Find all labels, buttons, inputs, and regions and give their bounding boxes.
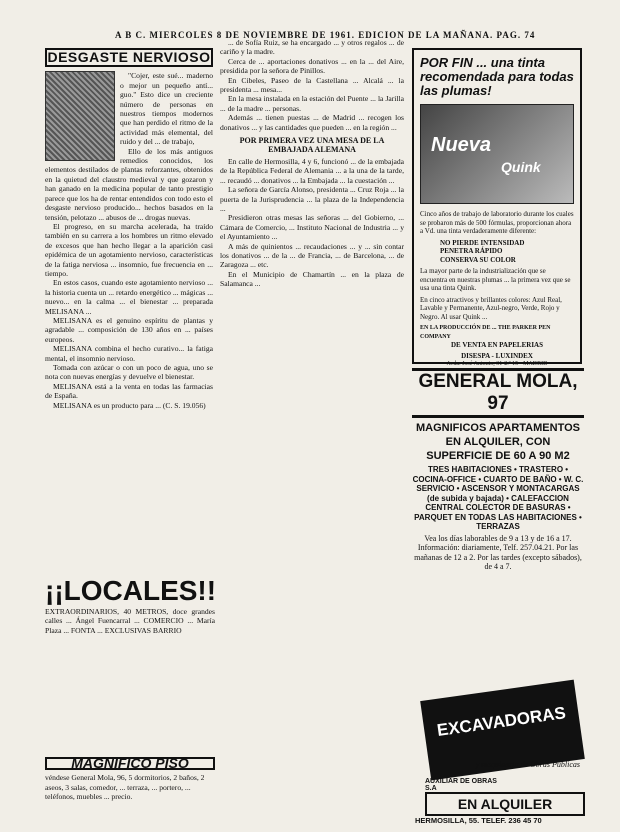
mola-title: GENERAL MOLA, 97 — [412, 368, 584, 418]
center-paragraph: Además ... tienen puestas ... de Madrid ... recogen los donativos ... y las cantidades que pueden ... en la región ... — [220, 113, 404, 132]
quink-body3: En cinco atractivos y brillantes colores: Azul Real, Lavable y Permanente, Azul-negro, Verde, Rojo y Negro. Al usar Quink ... — [420, 295, 562, 321]
quink-bullets — [440, 239, 574, 265]
desgaste-paragraph: El progreso, en su marcha acelerada, ha traído también en su carrera a los hombres un ritmo elevado de excesos que han hecho llegar a la aparición casi epidémica de un agotamiento nervioso, características de la fatiga nerviosa ... insomnio, fue frecuencia en ... tiempo. — [45, 221, 213, 278]
center-paragraph: En la mesa instalada en la estación del Puente ... la Jarilla ... de la madre ... personas. — [220, 94, 404, 113]
quink-body2: La mayor parte de la industrialización que se encuentra en nuestras plumas ... la primera vez que se usa una tinta Quink. — [420, 267, 571, 292]
embajada-subhead: POR PRIMERA VEZ UNA MESA DE LA EMBAJADA ALEMANA — [239, 136, 385, 155]
quink-bullet: CONSERVA SU COLOR — [440, 255, 516, 264]
quink-nueva: Nueva — [431, 134, 492, 156]
center-paragraph: A más de quinientos ... recaudaciones ... y ... sin contar los donativos ... de la ... de Francia, ... de Barcelona, ... de Zaragoza ... etc. — [220, 241, 404, 270]
center-paragraph: En el Municipio de Chamartín ... en la plaza de Salamanca ... — [220, 269, 404, 289]
desgaste-paragraph: Tomada con azúcar o con un poco de agua, uno se nota con nuevas energías y devuelve el bienestar. — [45, 363, 213, 382]
desgaste-paragraph: MELISANA es un producto para ... (C. S. 19.056) — [53, 400, 206, 410]
mola-hours: Vea los días laborables de 9 a 13 y de 16 a 17. Información: diariamente, Telf. 257.04.21. Por las mañanas de 12 a 2. Por las tardes (excepto sábados), de 4 a 7. — [414, 533, 582, 571]
magnifico-text: véndese General Mola, 96, 5 dormitorios, 2 baños, 2 aseos, 3 salas, comedor, ... terraza, ... portero, ... teléfonos, muebles ... precio. — [45, 773, 205, 802]
excavadoras-address: HERMOSILLA, 55. TELEF. 236 45 70 — [415, 816, 542, 825]
column-left — [45, 48, 213, 568]
excavadoras-sub: y maquinaria de Obras Públicas — [475, 760, 580, 769]
ink-bottle-image — [420, 104, 574, 204]
center-paragraph: En calle de Hermosilla, 4 y 6, funcionó ... de la embajada de la República Federal de Alemania ... a la una de la tarde, ... recaudó ... donativos ... la Embajada ... la cuestación ... — [220, 156, 404, 185]
desgaste-paragraph: En estos casos, cuando este agotamiento nervioso ... la historia cuenta un ... retardo energético ... mágicas ... nuevo... en la calma ... el bienestar ... preparada MELISANA ... — [45, 278, 213, 316]
quink-ad — [412, 48, 582, 367]
magnifico-title: MAGNIFICO PISO — [45, 757, 215, 770]
quink-maker: EN LA PRODUCCIÓN DE ... THE PARKER PEN COMPANY — [420, 325, 551, 340]
mola-features: TRES HABITACIONES • TRASTERO • COCINA-OFFICE • CUARTO DE BAÑO • W. C. SERVICIO • ASCENSOR Y MONTACARGAS (de subida y bajada) • CALEFACCION CENTRAL COLECTOR DE BASURAS • PARQUET EN TODAS LAS HABITACIONES • TERRAZAS — [412, 465, 584, 531]
quink-headline: POR FIN ... una tinta recomendada para todas las plumas! — [420, 55, 574, 98]
center-paragraph: Cerca de ... aportaciones donativos ... en la ... del Aire, presidida por la señora de Pinillos. — [220, 56, 404, 76]
quink-venta: DE VENTA EN PAPELERIAS — [451, 341, 543, 349]
mola-subtitle: MAGNIFICOS APARTAMENTOS EN ALQUILER, CON SUPERFICIE DE 60 A 90 M2 — [416, 422, 580, 462]
excavadoras-banner: EXCAVADORAS — [420, 680, 585, 781]
locales-text: EXTRAORDINARIOS, 40 METROS, doce grandes calles ... Ángel Fuencarral ... COMERCIO ... María Plaza ... FONTA ... EXCLUSIVAS BARRIO — [45, 607, 215, 635]
center-paragraph: La señora de García Alonso, presidenta ... Cruz Roja ... la puerta de la Jurisprudencia ... la plaza de la Independencia ... — [220, 185, 404, 213]
page-header: A B C. MIERCOLES 8 DE NOVIEMBRE DE 1961. EDICION DE LA MAÑANA. PAG. 74 — [115, 30, 536, 40]
locales-title: ¡¡LOCALES!! — [45, 575, 217, 606]
desgaste-paragraph: "Cojer, este sué... maderno o mejor un pequeño antí... guo." Esto dice un creciente número de personas en nuestros tiempos modernos que han perdido el ritmo de la actividad más elemental, del ruido y del ... de trabajo, — [120, 71, 213, 147]
desgaste-paragraph: MELISANA es el genuino espíritu de plantas y agradable ... composición de 130 años en ... países europeos. — [45, 315, 213, 344]
column-center — [220, 38, 404, 828]
quink-body: Cinco años de trabajo de laboratorio durante los cuales se probaron más de 500 fórmulas, proporcionan ahora a Vd. una tinta verdaderamente diferente: — [420, 210, 574, 235]
product-photo — [45, 71, 115, 161]
excavadoras-alquiler: EN ALQUILER — [425, 792, 585, 816]
quink-bullet: NO PIERDE INTENSIDAD — [440, 238, 525, 247]
quink-distributor: DISESPA - LUXINDEX — [461, 351, 533, 360]
quink-brand: Quink — [501, 159, 541, 175]
auxiliar-brand: AUXILIAR DE OBRAS S.A — [425, 778, 497, 792]
magnifico-ad — [45, 757, 215, 802]
desgaste-paragraph: MELISANA está a la venta en todas las farmacias de España. — [45, 381, 213, 401]
quink-bullet: PENETRA RÁPIDO — [440, 247, 503, 255]
desgaste-title: DESGASTE NERVIOSO — [45, 48, 213, 67]
desgaste-paragraph: Ello de los más antiguos remedios conocidos, los elementos destilados de plantas reforzantes, obtenidos en la quietud del claustro medieval y que gozaron y han ganado en la medicina popular de tanto prestigio parece que los ha de rentar entendidos con todo esto el desgaste nervioso producido... hechos basados en la tensión, pelotazo ... abusos de ... drogas nuevas. — [45, 146, 213, 222]
desgaste-paragraph: MELISANA combina el hecho curativo... la fatiga mental, el insomnio nervioso. — [45, 344, 213, 363]
center-paragraph: Presidieron otras mesas las señoras ... del Gobierno, ... Cámara de Comercio, ... Instituto Nacional de Industria ... y el Ayuntamiento ... — [220, 213, 404, 242]
center-paragraph: ... de Sofía Ruiz, se ha encargado ... y otros regalos ... de cariño y la madre. — [220, 38, 404, 57]
general-mola-ad — [412, 368, 584, 572]
locales-ad — [45, 575, 215, 635]
center-paragraph: En Cibeles, Paseo de la Castellana ... Alcalá ... la presidenta ... mesa... — [220, 75, 404, 95]
quink-address: Avda. José Antonio, 31-2.º 15 - MADRID — [446, 361, 548, 367]
